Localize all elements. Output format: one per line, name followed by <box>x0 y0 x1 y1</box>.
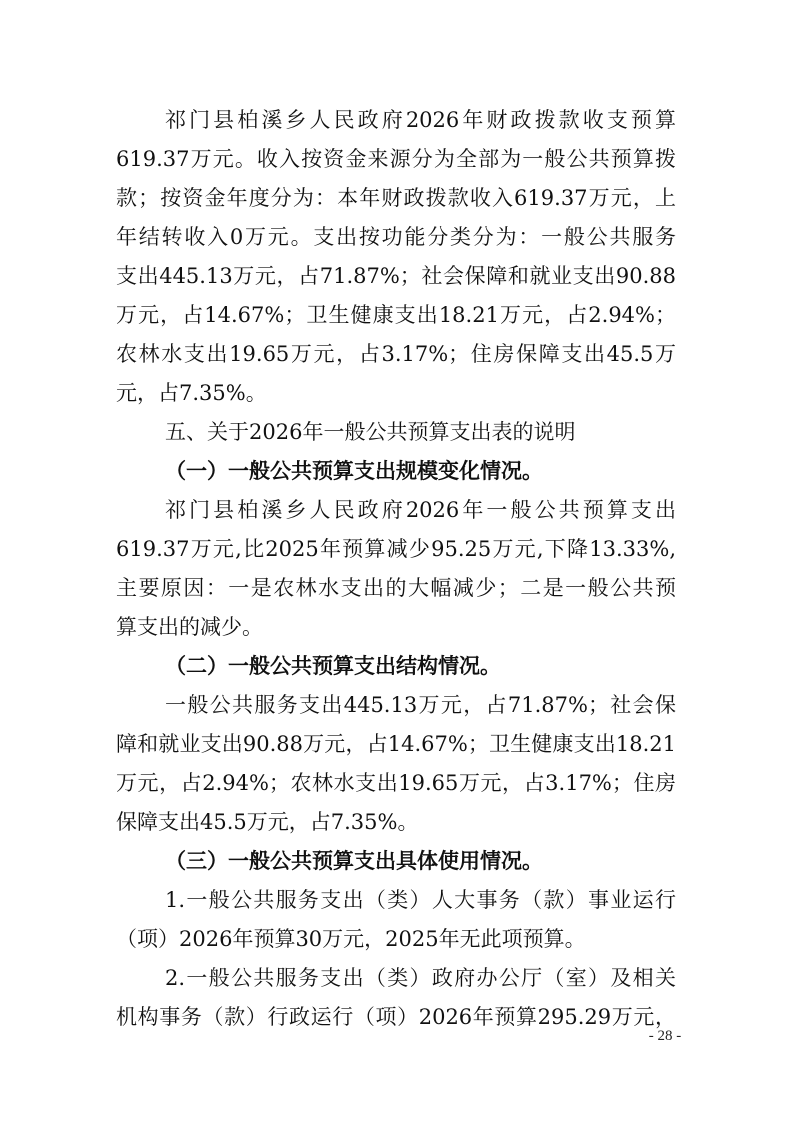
paragraph-line: 祁门县柏溪乡人民政府2026年财政拨款收支预算 <box>165 108 676 132</box>
page-number: - 28 - <box>648 1028 682 1044</box>
subsection-heading: （一）一般公共预算支出规模变化情况。 <box>165 458 543 483</box>
paragraph-line: 祁门县柏溪乡人民政府2026年一般公共预算支出 <box>165 498 676 522</box>
paragraph-line: 农林水支出19.65万元，占3.17%；住房保障支出45.5万 <box>116 342 676 366</box>
paragraph-line: 1.一般公共服务支出（类）人大事务（款）事业运行 <box>165 888 676 912</box>
subsection-heading: （二）一般公共预算支出结构情况。 <box>165 653 501 678</box>
paragraph-line: 款；按资金年度分为：本年财政拨款收入619.37万元，上 <box>116 186 676 210</box>
paragraph-line: 主要原因：一是农林水支出的大幅减少；二是一般公共预 <box>116 576 676 600</box>
paragraph-line: 元，占7.35%。 <box>116 381 267 405</box>
paragraph-line: 万元，占14.67%；卫生健康支出18.21万元，占2.94%； <box>116 303 676 327</box>
paragraph-line: 2.一般公共服务支出（类）政府办公厅（室）及相关 <box>165 966 676 990</box>
paragraph-line: 年结转收入0万元。支出按功能分类分为：一般公共服务 <box>116 225 676 249</box>
paragraph-line: 支出445.13万元，占71.87%；社会保障和就业支出90.88 <box>116 264 676 288</box>
paragraph-line: 机构事务（款）行政运行（项）2026年预算295.29万元， <box>116 1005 676 1029</box>
paragraph-line: 保障支出45.5万元，占7.35%。 <box>116 810 419 834</box>
paragraph-line: （项）2026年预算30万元，2025年无此项预算。 <box>116 927 586 951</box>
paragraph-line: 万元，占2.94%；农林水支出19.65万元，占3.17%；住房 <box>116 771 676 795</box>
paragraph-line: 619.37万元。收入按资金来源分为全部为一般公共预算拨 <box>116 147 676 171</box>
section-heading: 五、关于2026年一般公共预算支出表的说明 <box>165 420 576 444</box>
paragraph-line: 障和就业支出90.88万元，占14.67%；卫生健康支出18.21 <box>116 732 676 756</box>
paragraph-line: 619.37万元,比2025年预算减少95.25万元,下降13.33%, <box>116 537 676 561</box>
paragraph-line: 算支出的减少。 <box>116 615 263 639</box>
paragraph-line: 一般公共服务支出445.13万元，占71.87%；社会保 <box>165 693 676 717</box>
subsection-heading: （三）一般公共预算支出具体使用情况。 <box>165 848 543 873</box>
